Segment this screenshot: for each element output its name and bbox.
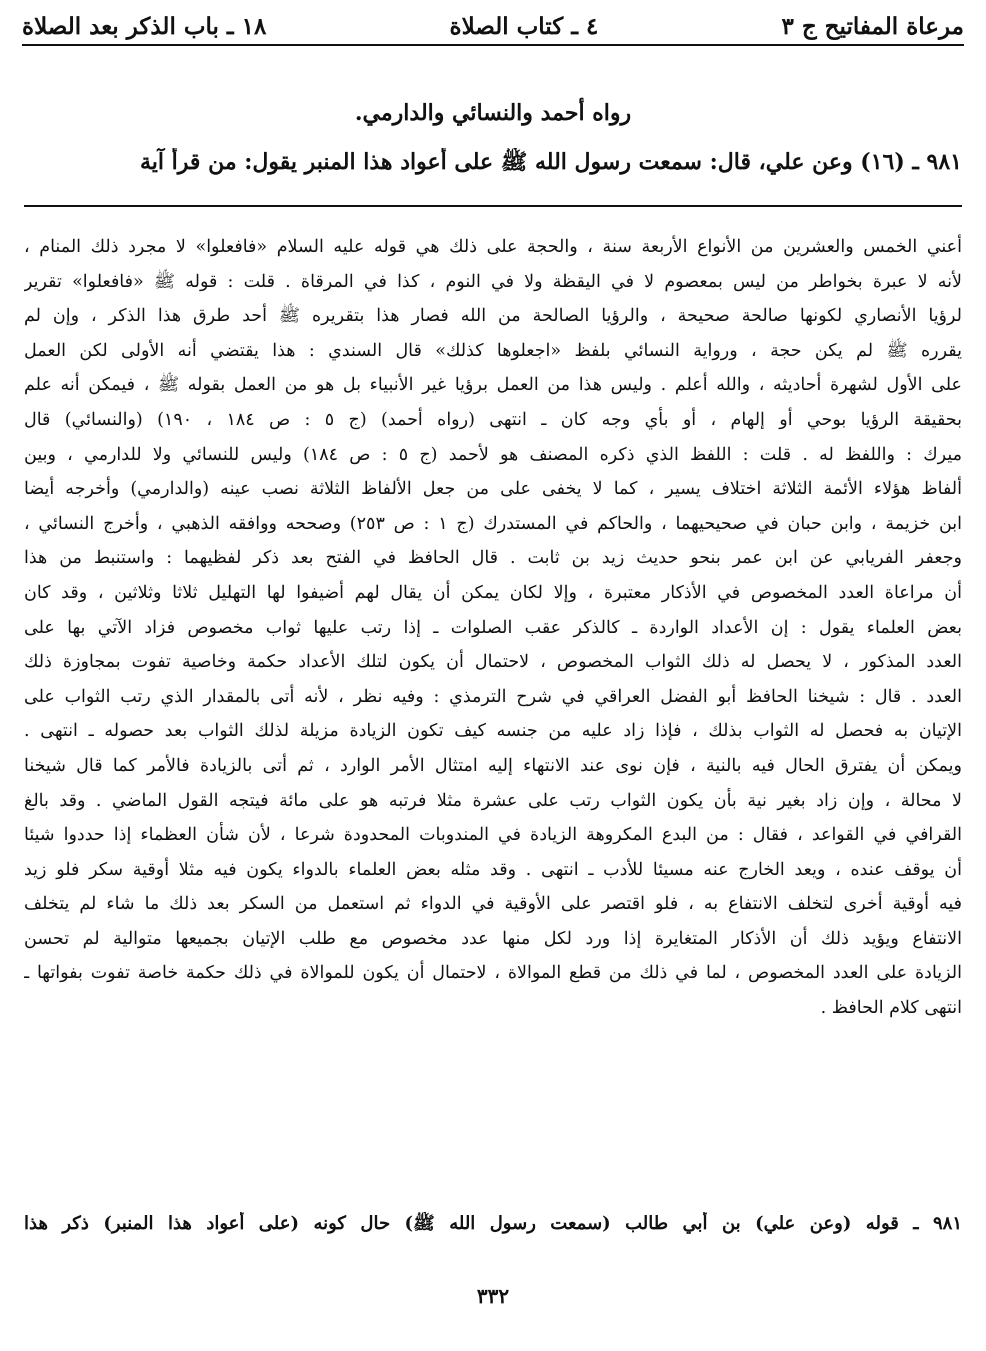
commentary-line: بحقيقة الرؤيا بوحي أو إلهام ، أو بأي وجه كان ـ انتهى (رواه أحمد) (ج ٥ : ص ١٨٤ ، ١٩٠) (والنسائي) قال xyxy=(24,409,962,430)
commentary-line: العدد المذكور ، لا يحصل له ذلك الثواب المخصوص ، لاحتمال أن يكون لتلك الأعداد حكمة وخاصية تفوت بمجاوزة ذلك xyxy=(24,652,962,673)
commentary-line: ابن خزيمة ، وابن حبان في صحيحيهما ، والحاكم في المستدرك (ج ١ : ص ٢٥٣) وصححه ووافقه الذهبي ، وأخرج النسائي ، xyxy=(24,513,962,534)
hadith-text: ٩٨١ ـ (١٦) وعن علي، قال: سمعت رسول الله ﷺ على أعواد هذا المنبر يقول: من قرأ آية xyxy=(139,149,962,175)
commentary-line: بعض العلماء يقول : إن الأعداد الواردة ـ كالذكر عقب الصلوات ـ إذا رتب عليها ثواب مخصوص فزاد الآتي بها على xyxy=(24,617,962,638)
commentary-line: العدد . قال : شيخنا الحافظ أبو الفضل العراقي في شرح الترمذي : وفيه نظر ، لأنه أتى بالمقدار الذي رتب الثواب على xyxy=(24,686,962,707)
commentary-line: على الأول لشهرة أحاديثه ، والله أعلم . وليس هذا من العمل برؤيا غير الأنبياء بل هو من العمل بقوله ﷺ ، فيمكن أنه علم xyxy=(24,375,962,396)
book-title: مرعاة المفاتيح ج ٣ xyxy=(781,12,964,40)
running-header xyxy=(22,8,964,44)
section-title: ١٨ ـ باب الذكر بعد الصلاة xyxy=(22,12,267,40)
commentary-line: القرافي في القواعد ، فقال : من البدع المكروهة الزيادة في المندوبات المحدودة شرعا ، لأن شأن العظماء إذا حددوا شيئا xyxy=(24,825,962,846)
commentary-line: أن يوقف عنده ، ويعد الخارج عنه مسيئا للأدب ـ انتهى . وقد مثله بعض العلماء بالدواء يكون فيه مثلا أوقية سكر فلو زيد xyxy=(24,859,962,880)
hadith-source: رواه أحمد والنسائي والدارمي. xyxy=(354,100,632,126)
commentary-line: ميرك : واللفظ له . قلت : اللفظ الذي ذكره المصنف هو لأحمد (ج ٥ : ص ١٨٤) وليس للنسائي ولا للدارمي ، وبين xyxy=(24,444,962,465)
commentary-line: أن مراعاة العدد المخصوص في الأذكار معتبرة ، وإلا لكان يمكن أن يقال لهم أضيفوا لها التهليل ثلاثا وثلاثين ، وقد كان xyxy=(24,582,962,603)
commentary-divider xyxy=(24,205,962,207)
chapter-title: ٤ ـ كتاب الصلاة xyxy=(449,12,599,40)
commentary-line: انتهى كلام الحافظ . xyxy=(820,998,962,1019)
page-number: ٣٣٢ xyxy=(476,1284,510,1308)
header-rule xyxy=(22,44,964,46)
footnote-text: ٩٨١ ـ قوله (وعن علي) بن أبي طالب (سمعت رسول الله ﷺ) حال كونه (على أعواد هذا المنبر) ذكر هذا xyxy=(24,1213,962,1234)
commentary-line: الإتيان به فحصل له الثواب بذلك ، فإذا زاد عليه من جنسه كيف تكون الزيادة مزيلة لذلك الثواب بعد حصوله ـ انتهى . xyxy=(24,721,962,742)
commentary-line: أعني الخمس والعشرين من الأنواع الأربعة سنة ، والحجة على ذلك هي قوله عليه السلام «فافعلوا» لا مجرد ذلك المنام ، xyxy=(24,237,962,257)
commentary-line: ألفاظ هؤلاء الأئمة الثلاثة اختلاف يسير ، كما لا يخفى على من جعل الألفاظ الثلاثة نصب عينه (والدارمي) وأخرجه أيضا xyxy=(24,479,962,500)
commentary-line: لرؤيا الأنصاري لكونها صالحة صحيحة ، والرؤيا الصالحة من الله فصار هذا بتقريره ﷺ أحد طرق هذا الذكر ، وإن لم xyxy=(24,306,962,327)
commentary-line: الزيادة على العدد المخصوص ، لما في ذلك من قطع الموالاة ، لاحتمال أن يكون للموالاة في ذلك حكمة خاصة تفوت بفواتها ـ xyxy=(24,963,962,984)
commentary-line: ويمكن أن يفترق الحال فيه بالنية ، فإن نوى عند الانتهاء إليه امتثال الأمر الوارد ، ثم أتى بالزيادة فالأمر كما قال شيخنا xyxy=(24,755,962,776)
commentary-line: لأنه لا عبرة بخواطر من ليس بمعصوم لا في اليقظة ولا في النوم ، كذا في المرقاة . قلت : قوله ﷺ «فافعلوا» تقرير xyxy=(24,271,962,292)
commentary-line: لا محالة ، وإن زاد بغير نية بأن يكون الثواب رتب على عشرة مثلا فرتبه هو على مائة فيتجه القول الماضي . وقد بالغ xyxy=(24,790,962,811)
commentary-line: فيه أوقية أخرى لتخلف الانتفاع به ، فلو اقتصر على الأوقية في الدواء ثم استعمل من السكر بعد ذلك ما شاء لم يتخلف xyxy=(24,894,962,915)
commentary-line: وجعفر الفريابي عن ابن عمر بنحو حديث زيد بن ثابت . قال الحافظ في الفتح بعد ذكر لفظيهما : واستنبط من هذا xyxy=(24,548,962,569)
commentary-line: يقرره ﷺ لم يكن حجة ، ورواية النسائي بلفظ «اجعلوها كذلك» قال السندي : هذا يقتضي أنه الأولى لكن العمل xyxy=(24,340,962,361)
commentary-line: الانتفاع ويؤيد ذلك أن الأذكار المتغايرة إذا ورد لكل منها عدد مخصوص مع طلب الإتيان بجميعها متوالية لم تحسن xyxy=(24,928,962,949)
commentary-body xyxy=(24,230,962,1026)
